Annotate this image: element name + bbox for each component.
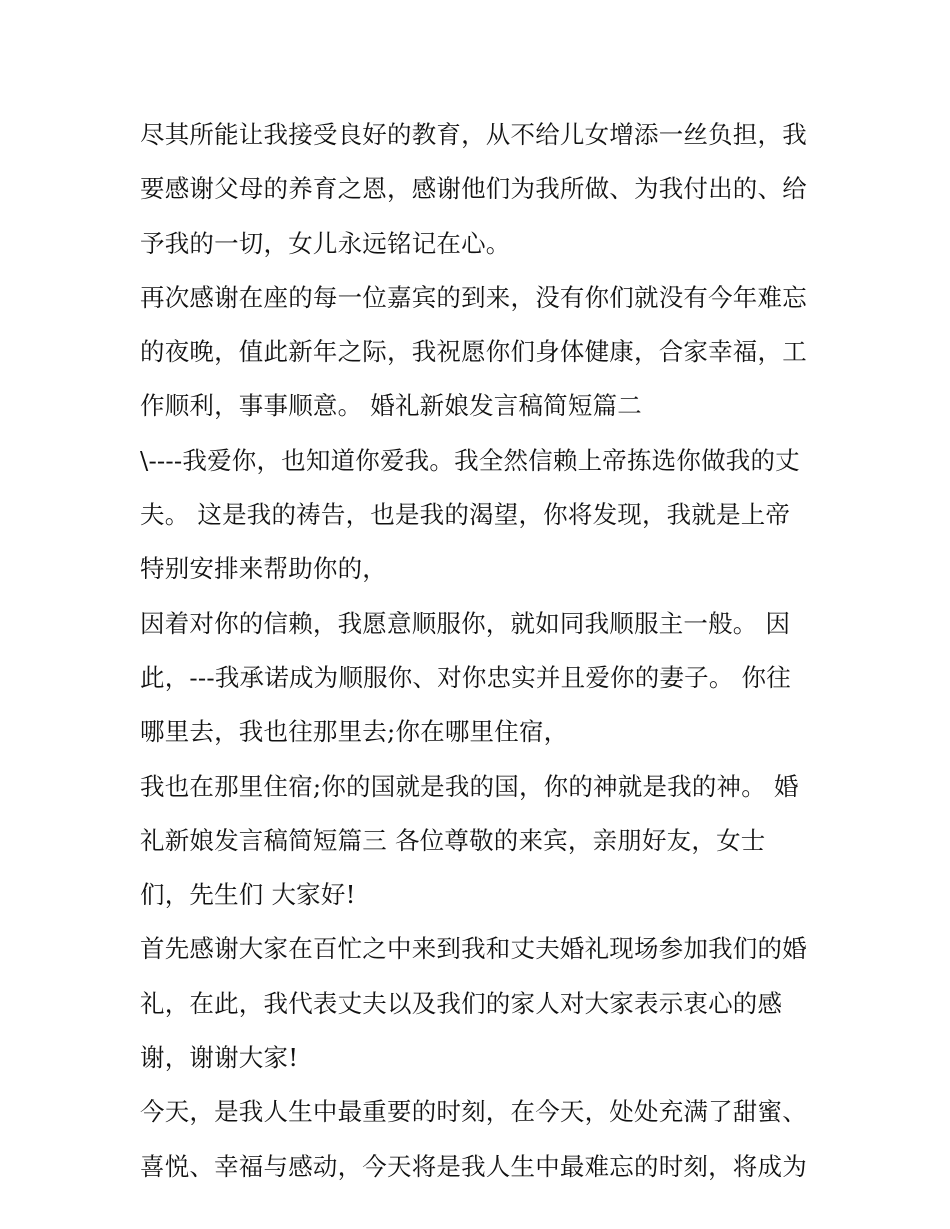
- text-line: 的夜晚，值此新年之际，我祝愿你们身体健康，合家幸福，工: [140, 337, 807, 367]
- text-line: \----我爱你，也知道你爱我。我全然信赖上帝拣选你做我的丈: [140, 445, 800, 475]
- text-line: 们，先生们 大家好!: [140, 880, 356, 910]
- text-line: 今天，是我人生中最重要的时刻，在今天，处处充满了甜蜜、: [140, 1097, 807, 1127]
- text-line: 再次感谢在座的每一位嘉宾的到来，没有你们就没有今年难忘: [140, 282, 807, 312]
- text-line: 哪里去，我也往那里去;你在哪里住宿，: [140, 717, 569, 747]
- text-line: 夫。 这是我的祷告，也是我的渴望，你将发现，我就是上帝: [140, 500, 791, 530]
- text-line: 尽其所能让我接受良好的教育，从不给儿女增添一丝负担，我: [140, 120, 807, 149]
- text-line: 要感谢父母的养育之恩，感谢他们为我所做、为我付出的、给: [140, 174, 807, 204]
- document-body: [140, 108, 820, 1194]
- text-line: 我也在那里住宿;你的国就是我的国，你的神就是我的神。 婚: [140, 771, 799, 801]
- text-line: 作顺利，事事顺意。 婚礼新娘发言稿简短篇二: [140, 391, 642, 421]
- text-line: 特别安排来帮助你的，: [140, 554, 387, 584]
- text-line: 因着对你的信赖，我愿意顺服你，就如同我顺服主一般。 因: [140, 608, 791, 638]
- text-line: 喜悦、幸福与感动，今天将是我人生中最难忘的时刻，将成为: [140, 1151, 807, 1181]
- text-line: 谢，谢谢大家!: [140, 1043, 299, 1073]
- text-line: 礼新娘发言稿简短篇三 各位尊敬的来宾，亲朋好友，女士: [140, 825, 766, 855]
- text-line: 礼，在此，我代表丈夫以及我们的家人对大家表示衷心的感: [140, 988, 783, 1018]
- text-line: 首先感谢大家在百忙之中来到我和丈夫婚礼现场参加我们的婚: [140, 934, 807, 964]
- text-line: 予我的一切，女儿永远铭记在心。: [140, 228, 511, 258]
- text-line: 此，---我承诺成为顺服你、对你忠实并且爱你的妻子。 你往: [140, 662, 791, 692]
